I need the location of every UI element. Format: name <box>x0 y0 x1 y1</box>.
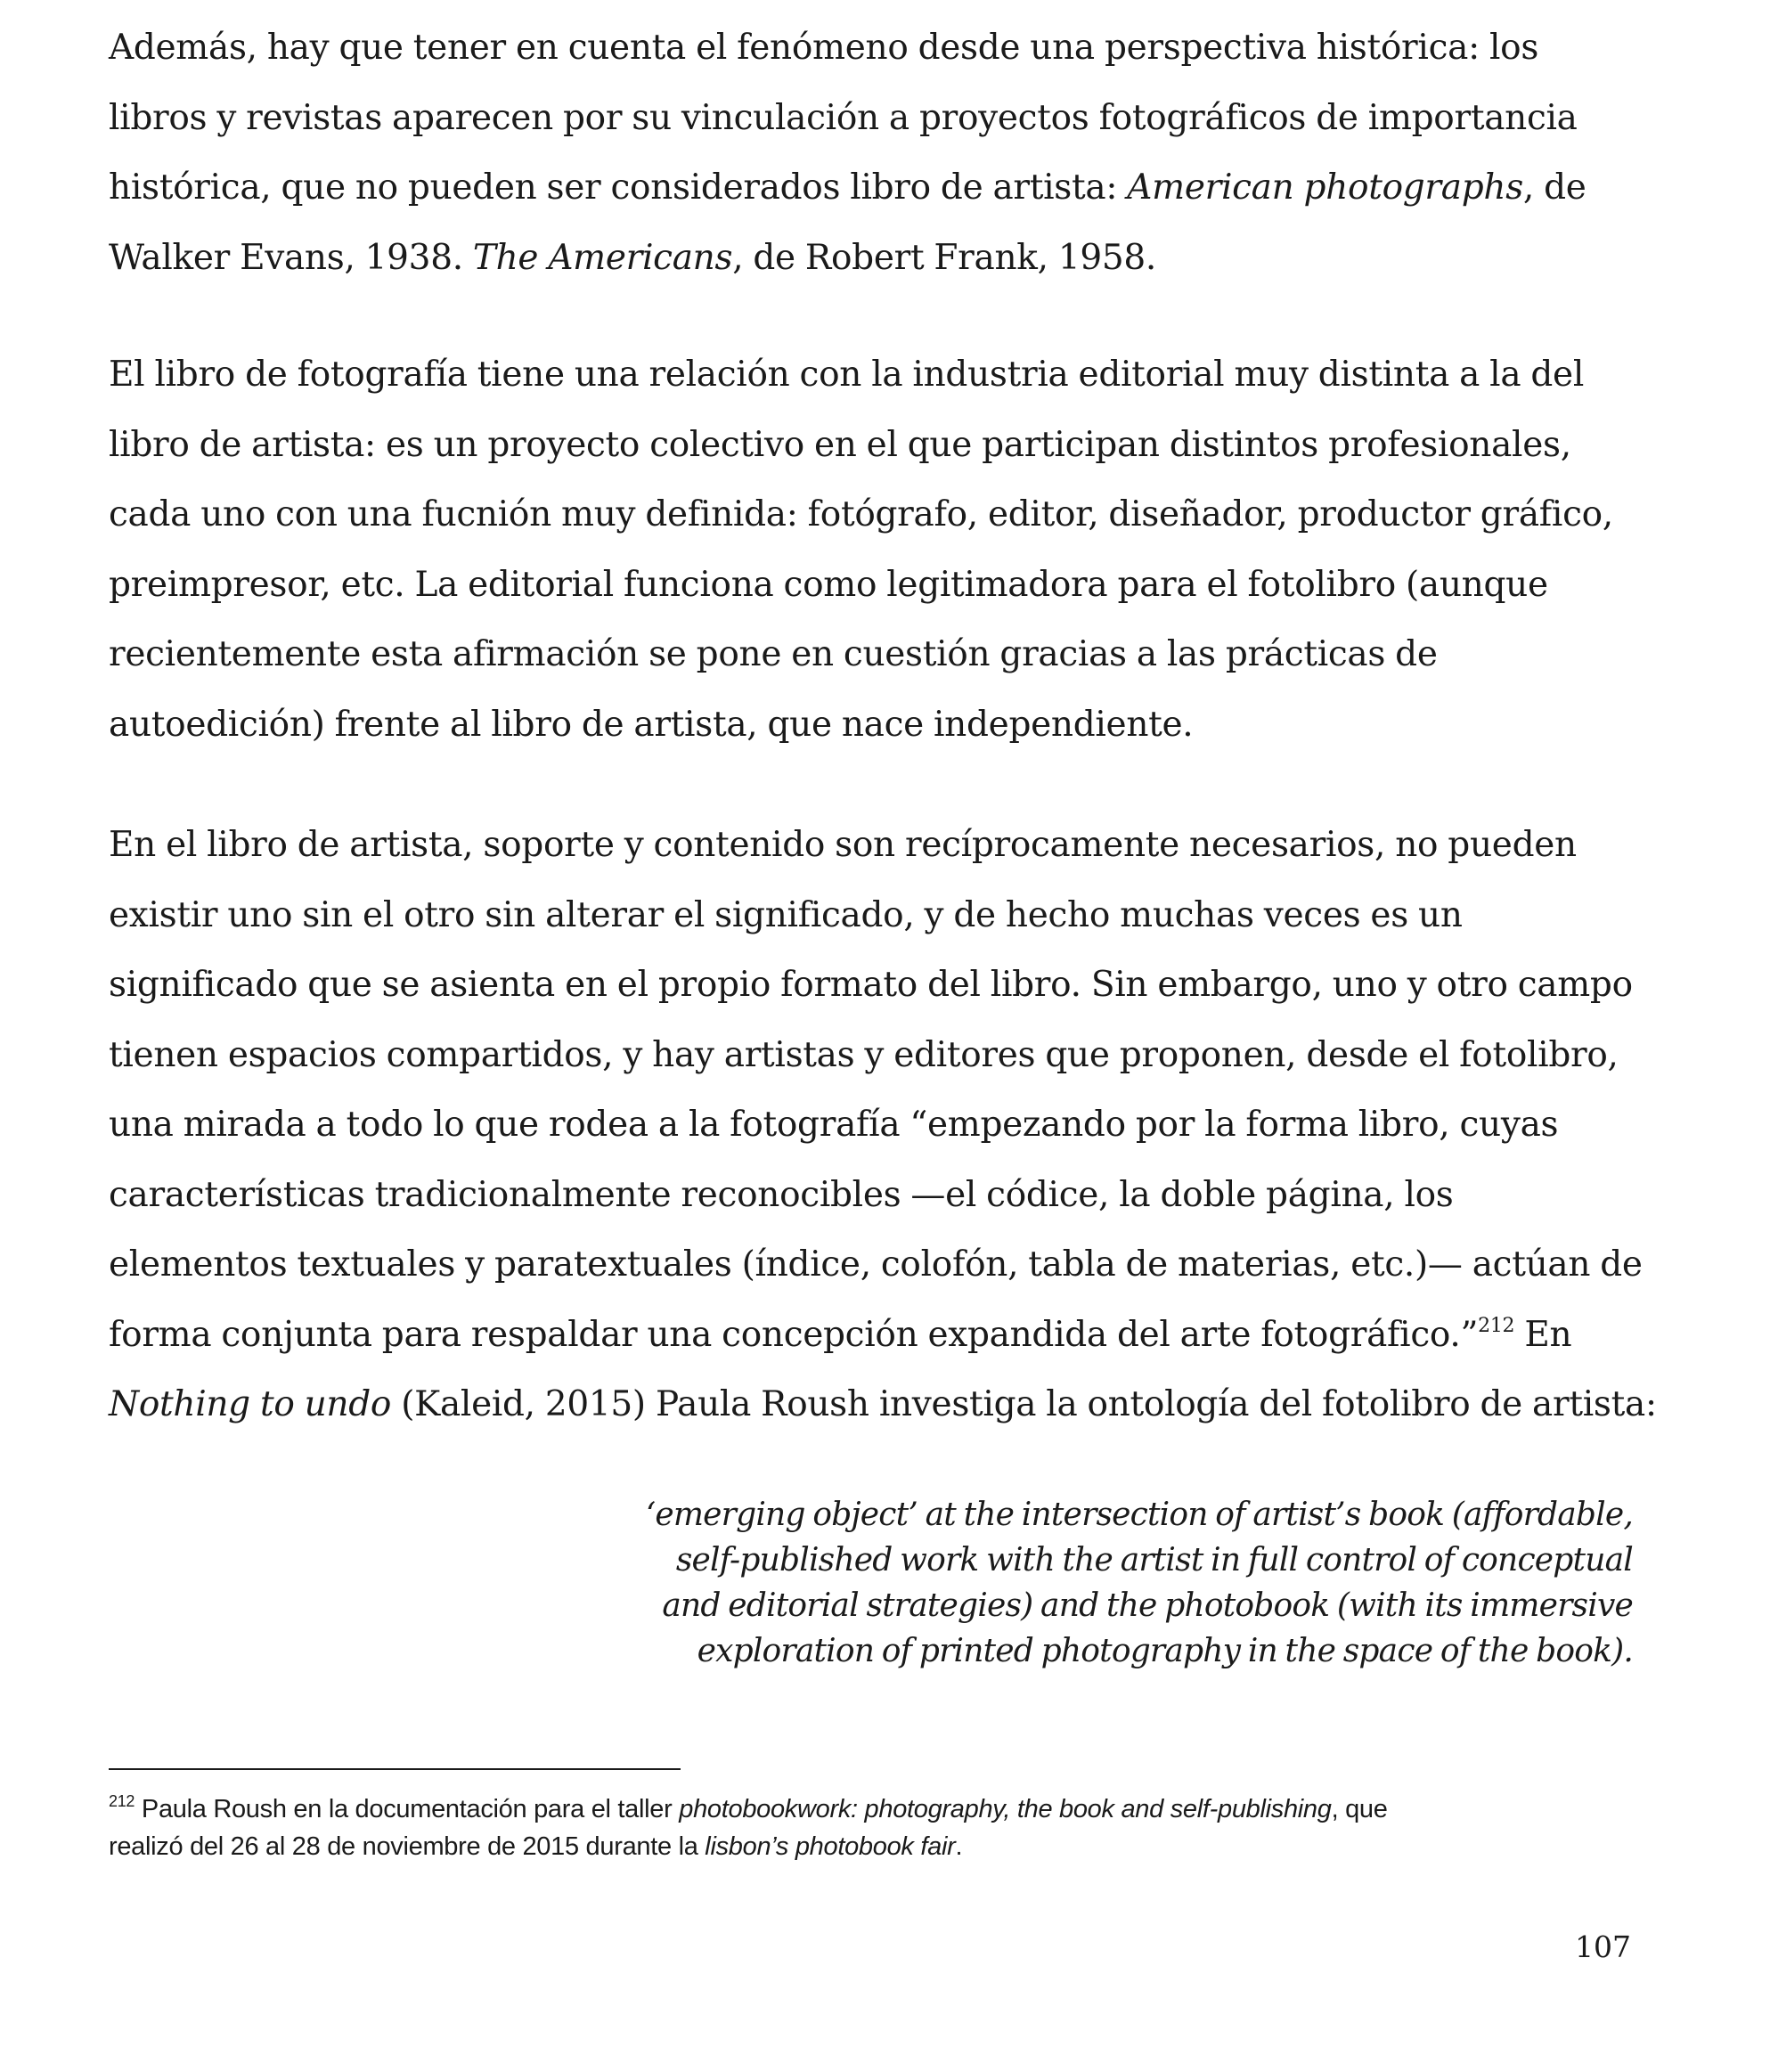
text-run: histórica, que no pueden ser considerados libro de artista: <box>109 167 1128 208</box>
text-run: (Kaleid, 2015) Paula Roush investiga la ontología del fotolibro de artista: <box>391 1384 1657 1424</box>
text-line: libros y revistas aparecen por su vinculación a proyectos fotográficos de importancia <box>109 97 1578 138</box>
text-line <box>109 224 1641 294</box>
block-quote <box>564 1492 1633 1674</box>
text-line: preimpresor, etc. La editorial funciona como legitimadora para el fotolibro (aunque <box>109 564 1548 605</box>
text-run: En <box>1514 1314 1572 1355</box>
workshop-title: photobookwork: photography, the book and self-publishing <box>679 1795 1332 1823</box>
text-line: elementos textuales y paratextuales (índice, colofón, tabla de materias, etc.)— actúan de <box>109 1244 1643 1285</box>
book-title-the-americans: The Americans <box>472 237 733 278</box>
quote-line: exploration of printed photography in the space of the book). <box>697 1633 1633 1669</box>
text-run: . <box>955 1832 963 1861</box>
text-line: significado que se asienta en el propio formato del libro. Sin embargo, uno y otro campo <box>109 965 1633 1005</box>
quote-line: and editorial strategies) and the photobook (with its immersive <box>662 1587 1633 1624</box>
text-run: , que <box>1331 1795 1388 1823</box>
book-title-nothing-to-undo: Nothing to undo <box>109 1384 392 1424</box>
text-line <box>109 153 1641 224</box>
text-line: cada uno con una fucnión muy definida: fotógrafo, editor, diseñador, productor gráfico, <box>109 494 1613 534</box>
quote-line: ‘emerging object’ at the intersection of artist’s book (affordable, <box>645 1497 1633 1533</box>
text-line <box>109 1370 1657 1440</box>
paragraph-2 <box>109 340 1641 760</box>
page-number: 107 <box>1575 1929 1631 1964</box>
quote-line: self-published work with the artist in full control of conceptual <box>675 1542 1633 1578</box>
text-run: Walker Evans, 1938. <box>109 237 473 278</box>
text-line: En el libro de artista, soporte y contenido son recíprocamente necesarios, no pueden <box>109 825 1577 865</box>
text-line: características tradicionalmente reconocibles —el códice, la doble página, los <box>109 1174 1454 1215</box>
text-run: , de <box>1522 167 1586 208</box>
text-line: existir uno sin el otro sin alterar el significado, y de hecho muchas veces es un <box>109 894 1463 935</box>
text-line: El libro de fotografía tiene una relación con la industria editorial muy distinta a la del <box>109 355 1585 395</box>
paragraph-1 <box>109 13 1641 293</box>
text-line: libro de artista: es un proyecto colectivo en el que participan distintos profesionales, <box>109 424 1571 465</box>
text-line: recientemente esta afirmación se pone en cuestión gracias a las prácticas de <box>109 634 1438 674</box>
text-line: tienen espacios compartidos, y hay artistas y editores que proponen, desde el fotolibro, <box>109 1034 1619 1075</box>
footnote-number: 212 <box>109 1792 135 1810</box>
fair-name: lisbon’s photobook fair <box>705 1832 956 1861</box>
book-title-american-photographs: American photographs <box>1127 167 1523 208</box>
footnote <box>109 1791 1641 1865</box>
text-line: Además, hay que tener en cuenta el fenómeno desde una perspectiva histórica: los <box>109 28 1539 68</box>
footnote-reference: 212 <box>1478 1314 1515 1337</box>
text-line: una mirada a todo lo que rodea a la fotografía “empezando por la forma libro, cuyas <box>109 1105 1559 1145</box>
paragraph-3 <box>109 811 1657 1440</box>
text-run: , de Robert Frank, 1958. <box>732 237 1156 278</box>
text-run: Paula Roush en la documentación para el taller <box>135 1795 680 1823</box>
text-run: forma conjunta para respaldar una concepción expandida del arte fotográfico.” <box>109 1314 1479 1355</box>
text-line: autoedición) frente al libro de artista, que nace independiente. <box>109 704 1194 745</box>
text-run: realizó del 26 al 28 de noviembre de 2015 durante la <box>109 1832 706 1861</box>
text-line <box>109 1301 1641 1371</box>
footnote-divider <box>109 1768 681 1770</box>
footnote-line <box>109 1828 1641 1865</box>
footnote-line <box>109 1791 1641 1828</box>
